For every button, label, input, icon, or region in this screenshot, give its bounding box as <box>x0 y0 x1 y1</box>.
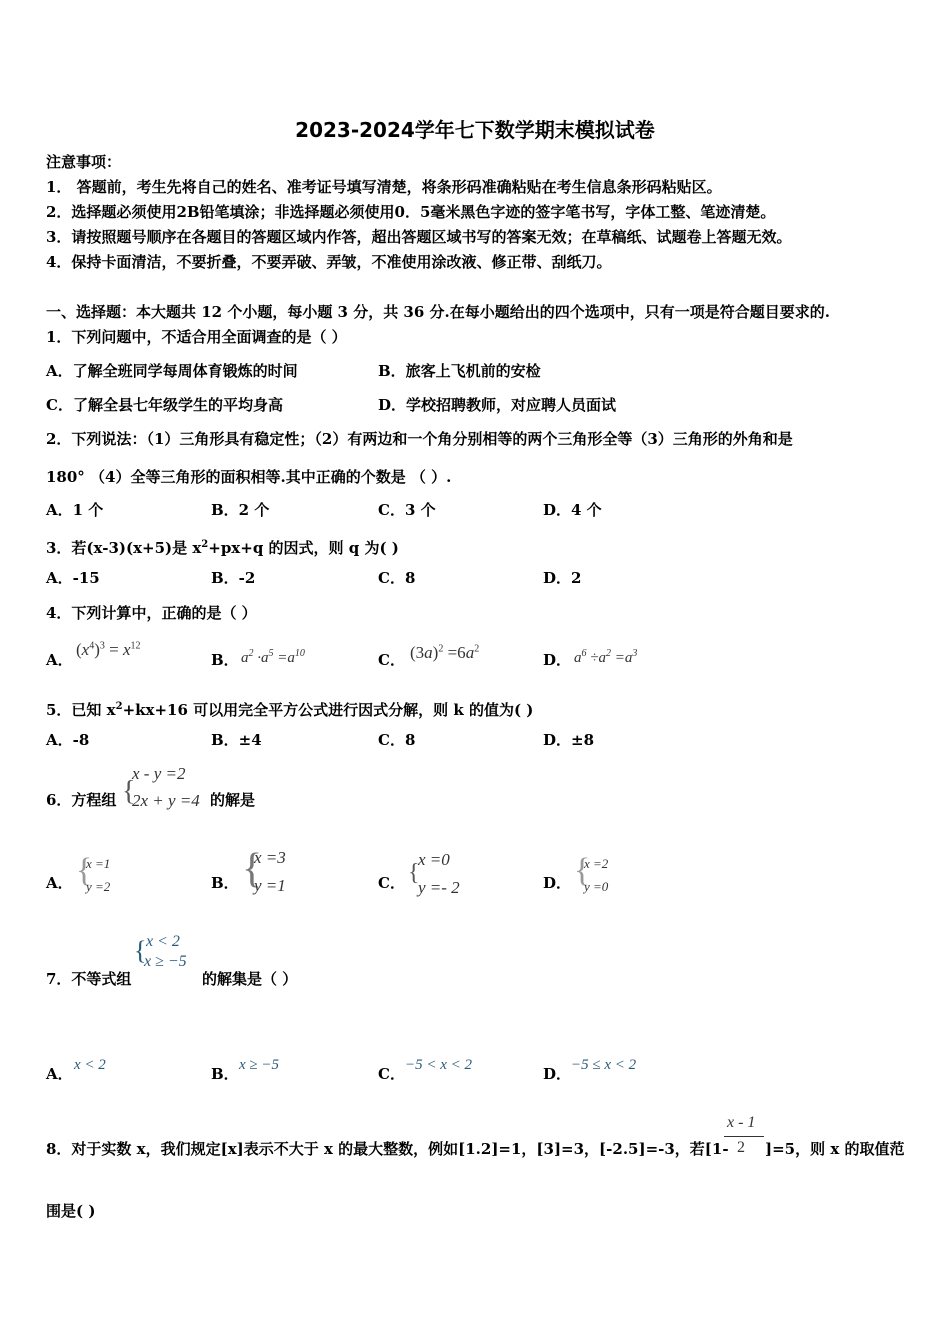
page-title: 2023-2024学年七下数学期末模拟试卷 <box>295 118 655 142</box>
q4-option-c-formula: $(3a)^2 =6a^2$ <box>410 643 480 662</box>
brace-icon: { <box>574 852 591 889</box>
q7-option-d-label: D． <box>543 1065 572 1083</box>
question-4-stem: 4．下列计算中，正确的是（ ） <box>46 604 257 622</box>
q6-b-eq1: x =3 <box>254 848 286 867</box>
notice-item: 3．请按照题号顺序在各题目的答题区域内作答，超出答题区域书写的答案无效；在草稿纸、试题卷上答题无效。 <box>46 228 792 246</box>
notice-item: 4．保持卡面清洁，不要折叠，不要弄破、弄皱，不准使用涂改液、修正带、刮纸刀。 <box>46 253 612 271</box>
q1-option-b: B．旅客上飞机前的安检 <box>378 362 541 380</box>
q6-system-eq2: 2x + y =4 <box>132 791 200 810</box>
q7-option-b-label: B． <box>211 1065 239 1083</box>
q6-c-eq1: x =0 <box>418 850 450 869</box>
question-5-stem <box>46 697 533 720</box>
q6-a-eq2: y =2 <box>86 879 111 894</box>
q3-option-a: A．-15 <box>46 569 100 587</box>
q2-option-b: B．2 个 <box>211 501 270 519</box>
q4-option-d-formula: $a^6 \div a^2 =a^3$ <box>574 648 638 666</box>
q2-option-d: D．4 个 <box>543 501 602 519</box>
q1-option-d: D．学校招聘教师，对应聘人员面试 <box>378 396 617 414</box>
q7-option-c-formula: −5 < x < 2 <box>405 1057 473 1073</box>
q4-option-a-formula: $(x^4)^3 = x^{12}$ <box>76 640 141 659</box>
question-8-stem: 8．对于实数 x，我们规定[x]表示不大于 x 的最大整数，例如[1.2]=1，[3]=3，[-2.5]=-3，若[1- <box>46 1140 729 1158</box>
q4-option-a-label: A． <box>46 651 73 669</box>
fraction-bar <box>724 1136 764 1137</box>
q2-option-c: C．3 个 <box>378 501 436 519</box>
q1-option-a: A．了解全班同学每周体育锻炼的时间 <box>46 362 298 380</box>
q6-a-eq1: x =1 <box>86 856 111 871</box>
notice-heading: 注意事项： <box>46 153 122 171</box>
q3-stem-part: +px+q 的因式，则 q 为( ) <box>208 539 399 557</box>
brace-icon: { <box>408 860 420 886</box>
question-6-stem-suffix: 的解是 <box>210 791 256 809</box>
brace-icon: { <box>134 936 147 965</box>
q3-option-d: D．2 <box>543 569 582 587</box>
question-7-stem-suffix: 的解集是（ ） <box>202 970 298 988</box>
q6-b-eq2: y =1 <box>254 876 286 895</box>
q6-system-eq1: x - y =2 <box>132 764 186 783</box>
q6-d-eq2: y =0 <box>584 879 609 894</box>
question-8-stem-end: 围是( ) <box>46 1202 96 1220</box>
brace-icon: { <box>122 776 136 807</box>
q5-exponent: 2 <box>115 701 123 712</box>
q7-system-eq1: x < 2 <box>146 933 180 950</box>
q7-option-a-label: A． <box>46 1065 73 1083</box>
q6-c-eq2: y =- 2 <box>418 878 460 897</box>
question-3-stem <box>46 535 399 558</box>
question-2-stem-cont: 180° （4）全等三角形的面积相等.其中正确的个数是 （ ）. <box>46 468 452 486</box>
q5-option-c: C．8 <box>378 731 416 749</box>
question-7-stem-prefix: 7．不等式组 <box>46 970 132 988</box>
q3-option-c: C．8 <box>378 569 416 587</box>
question-1-stem: 1．下列问题中，不适合用全面调查的是（ ） <box>46 328 347 346</box>
q2-option-a: A．1 个 <box>46 501 104 519</box>
q5-option-b: B．±4 <box>211 731 262 749</box>
section-heading: 一、选择题：本大题共 12 个小题，每小题 3 分，共 36 分.在每小题给出的四个选项中，只有一项是符合题目要求的. <box>46 303 830 321</box>
q6-option-a-label: A． <box>46 874 73 892</box>
q5-option-a: A．-8 <box>46 731 90 749</box>
q6-d-eq1: x =2 <box>584 856 609 871</box>
brace-icon: { <box>76 852 93 889</box>
notice-item: 2．选择题必须使用2B铅笔填涂；非选择题必须使用0．5毫米黑色字迹的签字笔书写，字体工整、笔迹清楚。 <box>46 203 776 221</box>
q4-option-c-label: C． <box>378 651 405 669</box>
q7-option-b-formula: x ≥ −5 <box>239 1057 280 1073</box>
q7-option-a-formula: x < 2 <box>74 1057 106 1073</box>
q6-option-c-label: C． <box>378 874 405 892</box>
q3-option-b: B．-2 <box>211 569 256 587</box>
q5-option-d: D．±8 <box>543 731 595 749</box>
q3-exponent: 2 <box>201 539 209 550</box>
q7-option-c-label: C． <box>378 1065 405 1083</box>
q7-option-d-formula: −5 ≤ x < 2 <box>571 1057 637 1073</box>
q5-stem-part: +kx+16 可以用完全平方公式进行因式分解，则 k 的值为( ) <box>122 701 534 719</box>
q7-system-eq2: x ≥ −5 <box>144 953 187 970</box>
brace-icon: { <box>242 846 263 892</box>
q4-option-b-formula: $a^2 \cdot a^5 =a^{10}$ <box>241 648 305 666</box>
question-2-stem: 2．下列说法：（1）三角形具有稳定性；（2）有两边和一个角分别相等的两个三角形全等（3）三角形的外角和是 <box>46 430 793 448</box>
question-8-stem-cont: ]=5，则 x 的取值范 <box>765 1140 905 1158</box>
q6-option-b-label: B． <box>211 874 239 892</box>
q8-fraction-denominator: 2 <box>737 1139 745 1156</box>
question-6-stem-prefix: 6．方程组 <box>46 791 117 809</box>
q4-option-b-label: B． <box>211 651 239 669</box>
q3-stem-part: 3．若(x-3)(x+5)是 x <box>46 539 202 557</box>
q5-stem-part: 5．已知 x <box>46 701 116 719</box>
q1-option-c: C．了解全县七年级学生的平均身高 <box>46 396 283 414</box>
q6-option-d-label: D． <box>543 874 572 892</box>
q8-fraction-numerator: x - 1 <box>727 1114 756 1131</box>
q4-option-d-label: D． <box>543 651 572 669</box>
notice-item: 1． 答题前，考生先将自己的姓名、准考证号填写清楚，将条形码准确粘贴在考生信息条形码粘贴区。 <box>46 178 722 196</box>
